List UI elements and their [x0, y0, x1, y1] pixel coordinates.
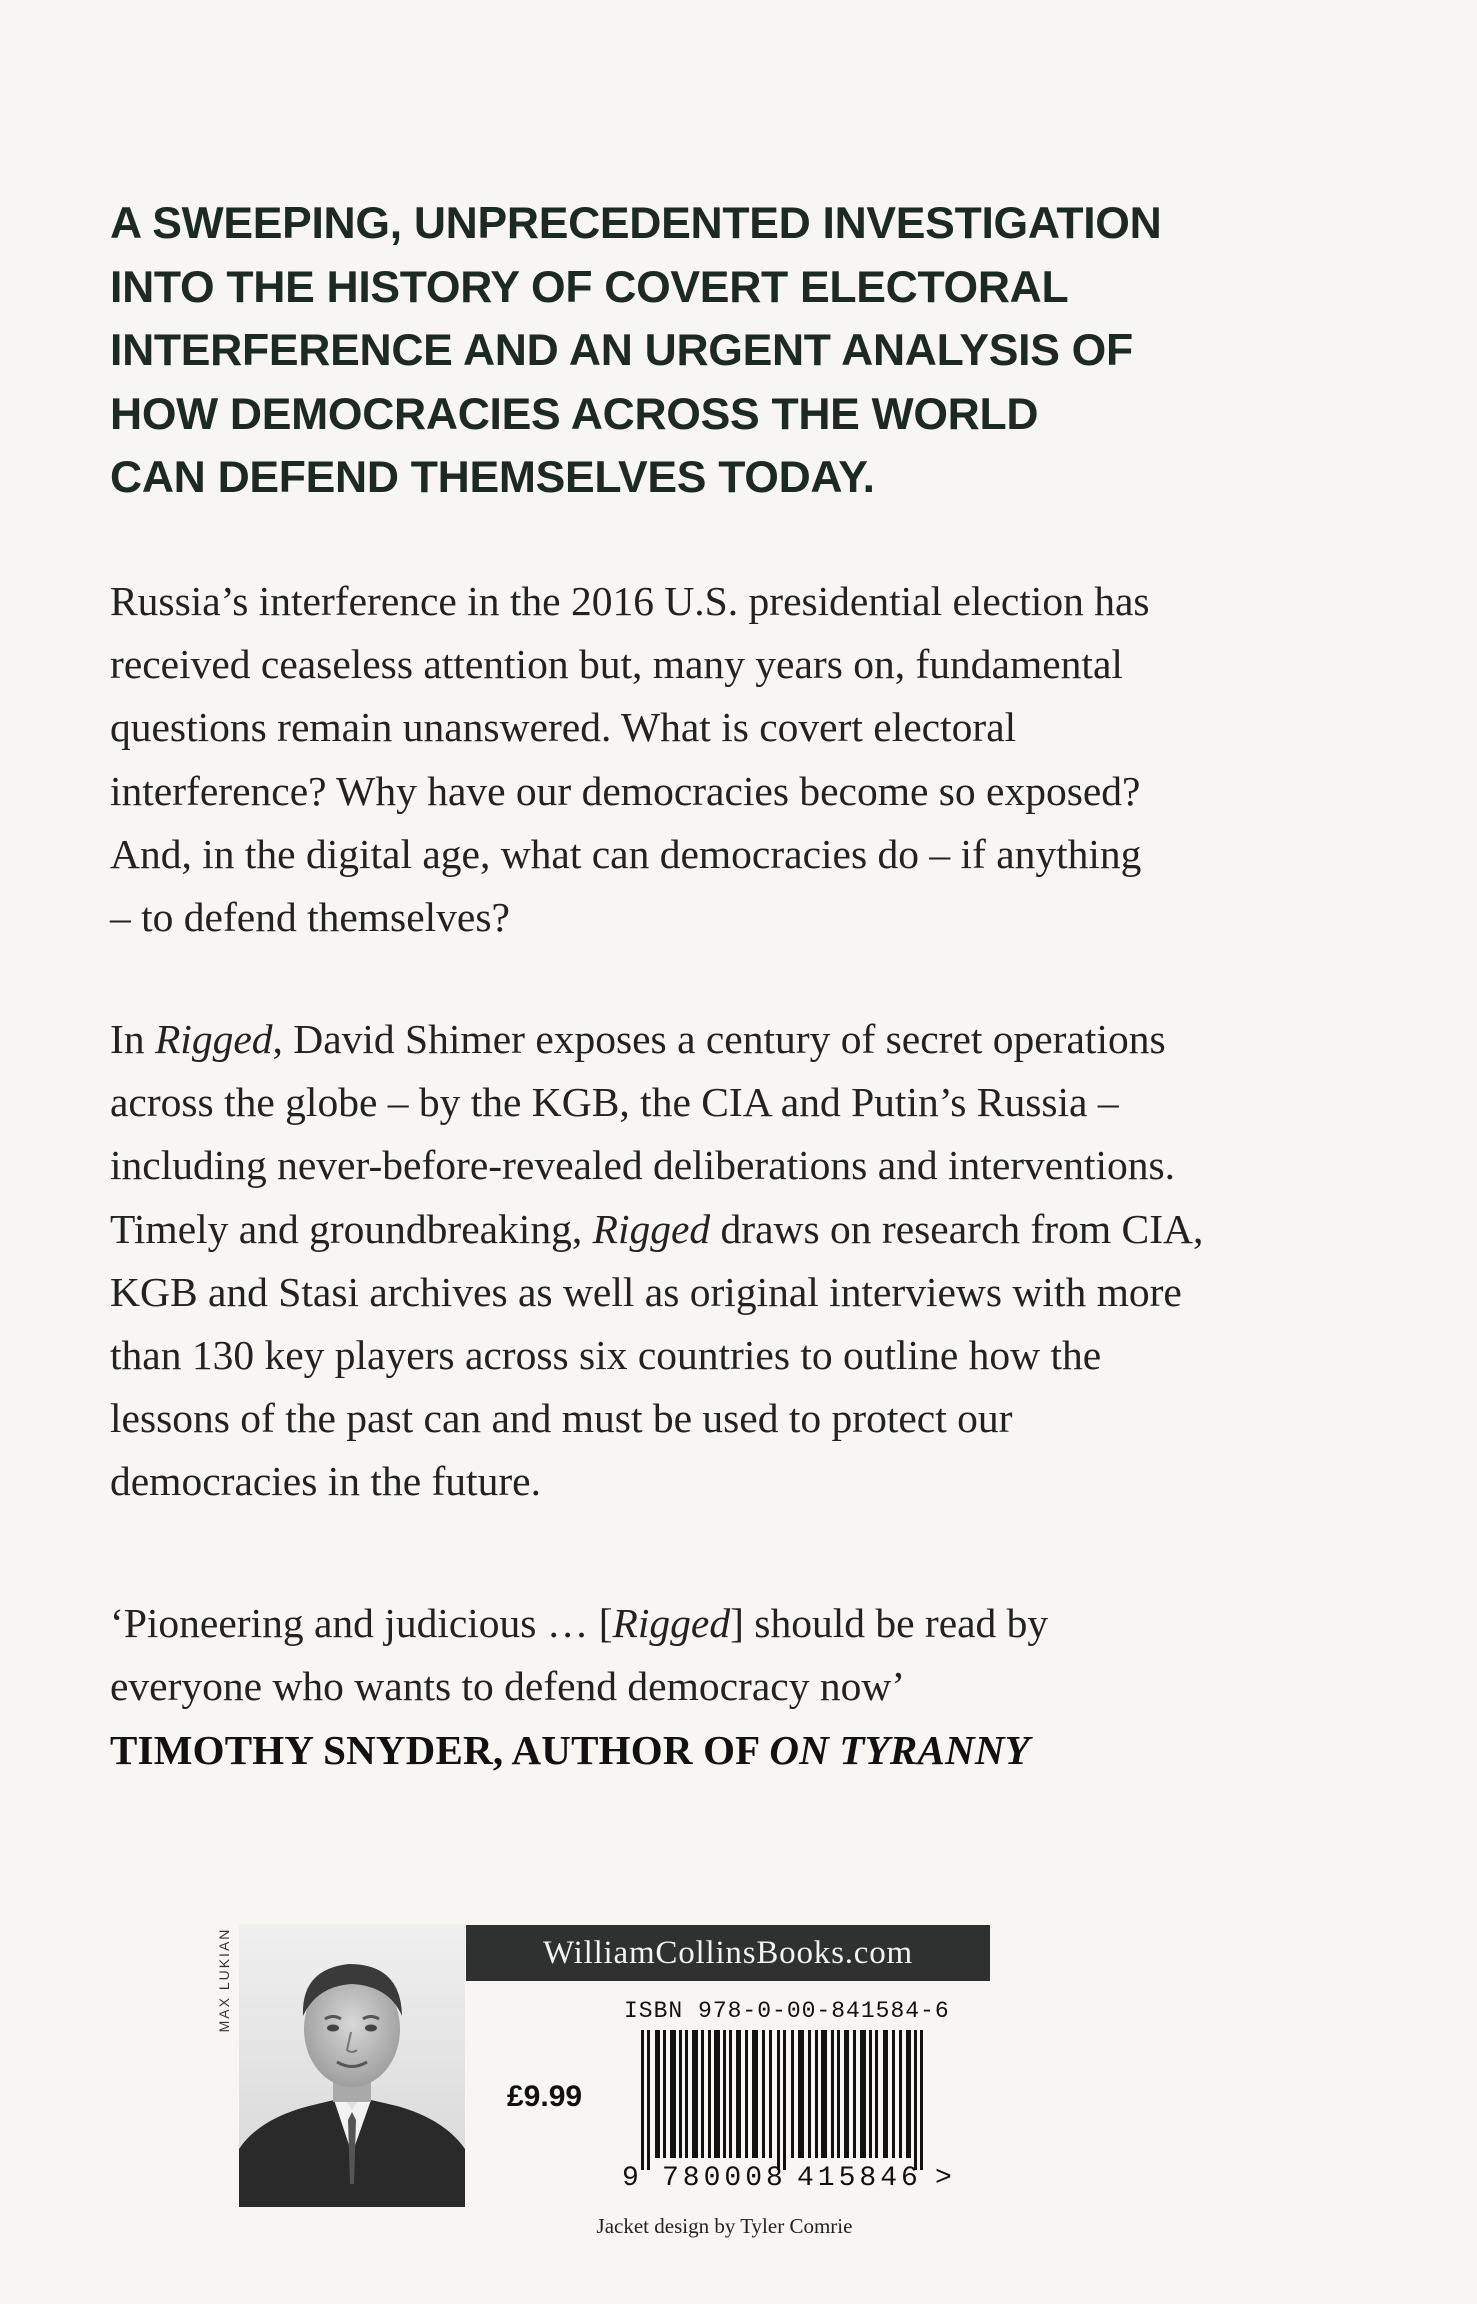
text-line: KGB and Stasi archives as well as original interviews with more — [110, 1268, 1182, 1315]
author-photo — [239, 1924, 465, 2207]
price: £9.99 — [507, 2080, 583, 2113]
text-line: – to defend themselves? — [110, 894, 510, 941]
headline-line: INTO THE HISTORY OF COVERT ELECTORAL — [110, 262, 1069, 312]
text-line: In Rigged, David Shimer exposes a century of secret operations — [110, 1016, 1166, 1062]
headline — [110, 192, 1290, 510]
description-paragraph — [110, 1008, 1390, 1514]
isbn: ISBN 978-0-00-841584-6 — [624, 1998, 950, 2024]
barcode — [622, 2030, 952, 2170]
text-line: across the globe – by the KGB, the CIA and Putin’s Russia – — [110, 1079, 1119, 1126]
text-line: ‘Pioneering and judicious … [Rigged] should be read by — [110, 1600, 1049, 1646]
headline-line: HOW DEMOCRACIES ACROSS THE WORLD — [110, 389, 1039, 439]
headline-line: A SWEEPING, UNPRECEDENTED INVESTIGATION — [110, 199, 1162, 248]
text-line: Russia’s interference in the 2016 U.S. presidential election has — [110, 578, 1150, 624]
book-title: Rigged — [154, 1016, 273, 1062]
text-line: including never-before-revealed deliberations and interventions. — [110, 1142, 1176, 1189]
headline-line: CAN DEFEND THEMSELVES TODAY. — [110, 453, 875, 502]
text-line: questions remain unanswered. What is covert electoral — [110, 704, 1017, 751]
text-line: everyone who wants to defend democracy now’ — [110, 1663, 906, 1710]
text-line: interference? Why have our democracies become so exposed? — [110, 767, 1141, 814]
book-title: Rigged — [592, 1205, 711, 1252]
text-line: lessons of the past can and must be used to protect our — [110, 1395, 1013, 1442]
photo-credit: MAX LUKIAN — [216, 1927, 232, 2033]
jacket-credit: Jacket design by Tyler Comrie — [596, 2214, 853, 2238]
text-line: democracies in the future. — [110, 1458, 541, 1505]
review-quote — [110, 1592, 1390, 1718]
publisher-website: WilliamCollinsBooks.com — [466, 1925, 990, 1981]
intro-paragraph — [110, 570, 1390, 949]
text-line: Timely and groundbreaking, Rigged draws on research from CIA, — [110, 1205, 1204, 1252]
book-title: Rigged — [612, 1600, 731, 1646]
headline-line: INTERFERENCE AND AN URGENT ANALYSIS OF — [110, 326, 1133, 375]
text-line: than 130 key players across six countries to outline how the — [110, 1332, 1102, 1379]
cited-book-title: ON TYRANNY — [769, 1727, 1030, 1773]
text-line: received ceaseless attention but, many years on, fundamental — [110, 641, 1123, 688]
text-line: And, in the digital age, what can democracies do – if anything — [110, 830, 1142, 877]
quote-attribution: TIMOTHY SNYDER, AUTHOR OF ON TYRANNY — [110, 1727, 1030, 1773]
